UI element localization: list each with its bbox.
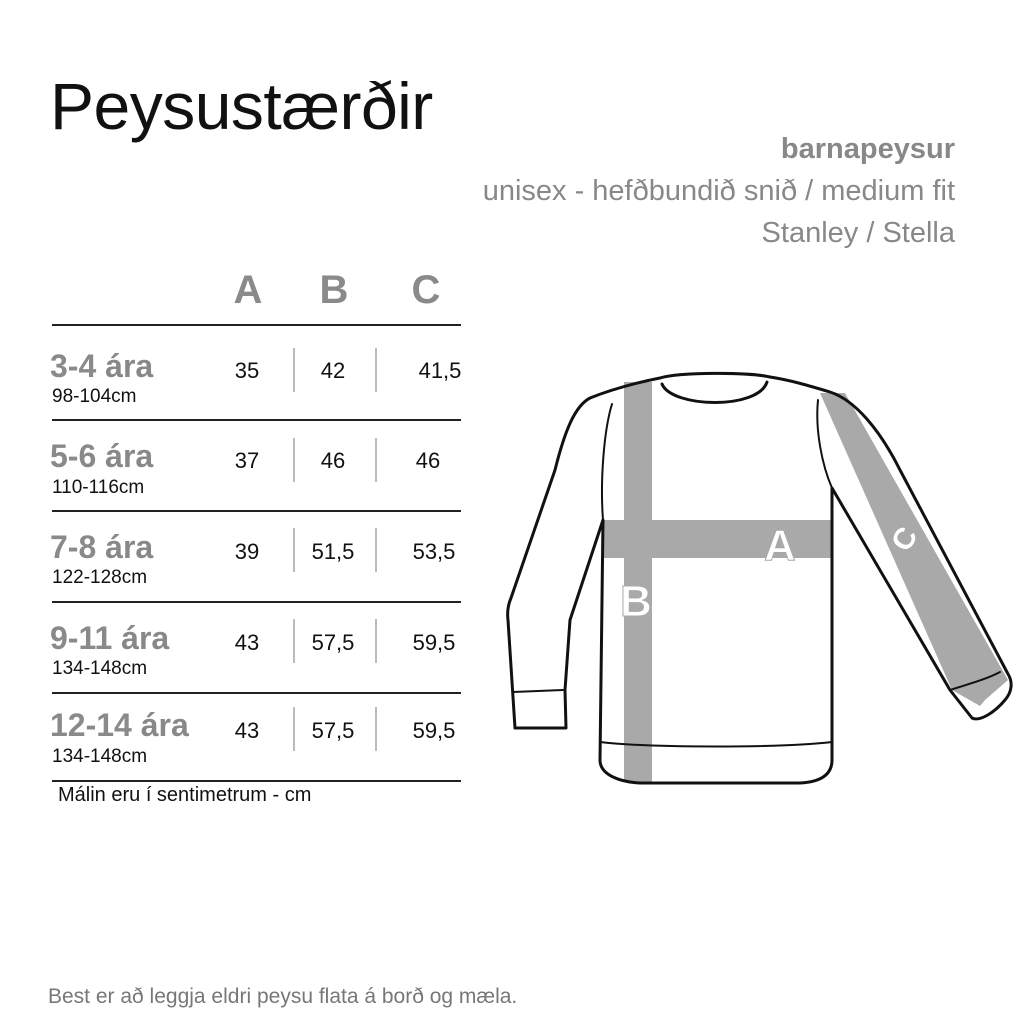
cell-divider	[375, 438, 377, 482]
cell-a: 43	[234, 630, 260, 655]
cell-a: 39	[234, 539, 260, 564]
cell-divider	[293, 438, 295, 482]
cell-divider	[293, 619, 295, 663]
height-label: 98-104cm	[52, 386, 137, 407]
cell-a: 43	[234, 718, 260, 743]
cell-b: 57,5	[311, 718, 355, 743]
cell-b: 42	[320, 358, 346, 383]
cell-c: 46	[415, 448, 441, 473]
table-rule	[52, 601, 461, 603]
column-header-c: C	[411, 268, 441, 312]
cell-divider	[293, 528, 295, 572]
cell-c: 53,5	[412, 539, 456, 564]
table-rule	[52, 419, 461, 421]
cell-b: 51,5	[311, 539, 355, 564]
cell-divider	[375, 348, 377, 392]
cell-a: 35	[234, 358, 260, 383]
subtitle-block	[483, 128, 955, 254]
label-a: A	[764, 521, 796, 570]
cell-divider	[375, 707, 377, 751]
sweater-diagram	[500, 368, 1020, 788]
column-header-a: A	[233, 268, 263, 312]
cell-b: 46	[320, 448, 346, 473]
cell-c: 59,5	[412, 718, 456, 743]
measurement-bands	[604, 382, 1008, 782]
age-label: 12-14 ára	[50, 707, 189, 743]
column-header-b: B	[319, 268, 349, 312]
subtitle-fit: unisex - hefðbundið snið / medium fit	[482, 175, 955, 207]
subtitle-category: barnapeysur	[780, 133, 955, 165]
cell-a: 37	[234, 448, 260, 473]
cell-divider	[293, 348, 295, 392]
height-label: 110-116cm	[52, 477, 145, 498]
table-rule	[52, 780, 461, 782]
label-c: C	[885, 521, 925, 558]
page-title: Peysustærðir	[50, 69, 433, 143]
cell-b: 57,5	[311, 630, 355, 655]
age-label: 7-8 ára	[50, 529, 154, 565]
cell-c: 59,5	[412, 630, 456, 655]
table-rule	[52, 510, 461, 512]
table-rule	[52, 324, 461, 326]
height-label: 134-148cm	[52, 658, 148, 679]
height-label: 122-128cm	[52, 567, 148, 588]
height-label: 134-148cm	[52, 746, 148, 767]
cell-divider	[293, 707, 295, 751]
cell-c: 41,5	[418, 358, 462, 383]
cell-divider	[375, 528, 377, 572]
units-footnote: Málin eru í sentimetrum - cm	[58, 784, 312, 806]
table-rule	[52, 692, 461, 694]
measuring-tip: Best er að leggja eldri peysu flata á borð og mæla.	[48, 985, 518, 1008]
cell-divider	[375, 619, 377, 663]
subtitle-brand: Stanley / Stella	[761, 217, 955, 249]
age-label: 3-4 ára	[50, 348, 154, 384]
age-label: 5-6 ára	[50, 438, 154, 474]
label-b: B	[620, 577, 652, 626]
age-label: 9-11 ára	[50, 620, 170, 656]
band-a	[604, 520, 832, 558]
